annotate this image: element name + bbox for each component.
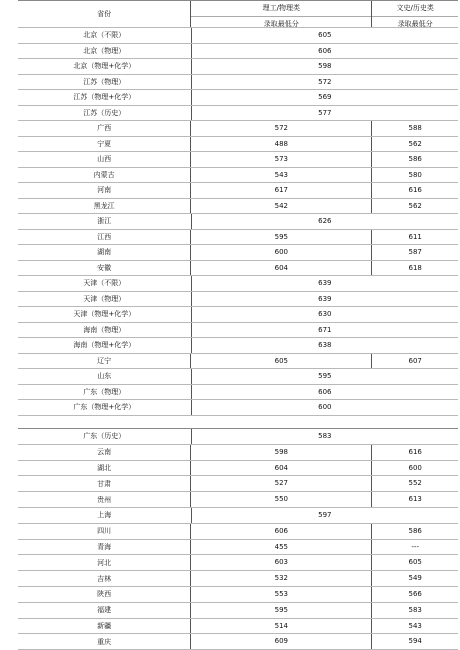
arts-min-score-cell: 549 <box>371 571 458 586</box>
table-row <box>18 429 458 445</box>
province-cell: 青海 <box>97 542 112 551</box>
table-row <box>18 245 458 261</box>
min-score-merged-cell: 598 <box>191 59 458 74</box>
arts-min-score-cell: 583 <box>371 603 458 618</box>
table-row <box>18 555 458 571</box>
header-arts-cell <box>371 1 458 27</box>
table-row <box>18 261 458 277</box>
province-cell: 江苏（物理） <box>83 77 126 86</box>
arts-min-score-cell: 586 <box>371 152 458 167</box>
table-row <box>18 75 458 91</box>
province-cell: 江西 <box>97 232 112 241</box>
min-score-merged-cell: 597 <box>191 508 458 523</box>
min-score-merged-cell: 639 <box>191 292 458 307</box>
science-min-score-cell: 543 <box>190 168 371 183</box>
table-row <box>18 183 458 199</box>
province-cell: 北京（物理+化学） <box>73 62 136 71</box>
min-score-merged-cell: 577 <box>191 106 458 121</box>
province-cell: 福建 <box>97 606 112 615</box>
province-cell: 四川 <box>97 527 112 536</box>
province-cell: 北京（不限） <box>83 31 126 40</box>
table-row <box>18 587 458 603</box>
arts-min-score-cell: 562 <box>371 137 458 152</box>
province-cell: 海南（物理） <box>83 325 126 334</box>
science-min-score-cell: 595 <box>190 230 371 245</box>
min-score-merged-cell: 572 <box>191 75 458 90</box>
province-cell: 云南 <box>97 448 112 457</box>
science-min-score-cell: 488 <box>190 137 371 152</box>
science-min-score-cell: 542 <box>190 199 371 214</box>
arts-min-score-cell: 580 <box>371 168 458 183</box>
table-header <box>18 0 458 28</box>
province-cell: 辽宁 <box>97 356 112 365</box>
table-row <box>18 199 458 215</box>
arts-min-score-cell: 588 <box>371 121 458 136</box>
table-row <box>18 230 458 246</box>
header-science: 理工/物理类 <box>191 1 371 17</box>
table-row <box>18 369 458 385</box>
province-cell: 江苏（历史） <box>83 108 126 117</box>
table-row <box>18 603 458 619</box>
arts-min-score-cell: 616 <box>371 183 458 198</box>
arts-min-score-cell: 543 <box>371 619 458 634</box>
table-row <box>18 338 458 354</box>
table-row <box>18 476 458 492</box>
arts-min-score-cell: 605 <box>371 555 458 570</box>
min-score-merged-cell: 600 <box>191 400 458 415</box>
header-science-cell <box>190 1 371 27</box>
header-science-min: 录取最低分 <box>263 19 299 28</box>
min-score-merged-cell: 626 <box>191 214 458 229</box>
province-cell: 上海 <box>97 511 112 520</box>
score-table-part-2 <box>18 428 458 650</box>
science-min-score-cell: 609 <box>190 634 371 649</box>
province-cell: 广东（物理） <box>83 387 126 396</box>
province-cell: 山西 <box>97 155 112 164</box>
table-row <box>18 121 458 137</box>
province-cell: 河北 <box>97 558 112 567</box>
province-cell: 黑龙江 <box>93 201 115 210</box>
science-min-score-cell: 532 <box>190 571 371 586</box>
province-cell: 广西 <box>97 124 112 133</box>
province-cell: 天津（物理） <box>83 294 126 303</box>
table-row <box>18 492 458 508</box>
science-min-score-cell: 600 <box>190 245 371 260</box>
arts-min-score-cell: 616 <box>371 445 458 460</box>
score-table-part-1 <box>18 0 458 416</box>
science-min-score-cell: 595 <box>190 603 371 618</box>
table-row <box>18 524 458 540</box>
province-cell: 陕西 <box>97 590 112 599</box>
province-cell: 天津（不限） <box>83 279 126 288</box>
science-min-score-cell: 598 <box>190 445 371 460</box>
province-cell: 江苏（物理+化学） <box>73 93 136 102</box>
science-min-score-cell: 573 <box>190 152 371 167</box>
province-cell: 广东（历史） <box>83 432 126 441</box>
table-row <box>18 634 458 650</box>
arts-min-score-cell: 552 <box>371 476 458 491</box>
table-row <box>18 354 458 370</box>
arts-min-score-cell: 600 <box>371 461 458 476</box>
header-arts-min: 录取最低分 <box>397 19 433 28</box>
table-row <box>18 44 458 60</box>
province-cell: 天津（物理+化学） <box>73 310 136 319</box>
table-row <box>18 276 458 292</box>
province-cell: 海南（物理+化学） <box>73 341 136 350</box>
min-score-merged-cell: 639 <box>191 276 458 291</box>
arts-min-score-cell: 562 <box>371 199 458 214</box>
province-cell: 广东（物理+化学） <box>73 403 136 412</box>
table-row <box>18 307 458 323</box>
province-cell: 湖南 <box>97 248 112 257</box>
science-min-score-cell: 572 <box>190 121 371 136</box>
science-min-score-cell: 527 <box>190 476 371 491</box>
min-score-merged-cell: 605 <box>191 28 458 43</box>
table-row <box>18 59 458 75</box>
arts-min-score-cell: 587 <box>371 245 458 260</box>
table-row <box>18 28 458 44</box>
province-cell: 甘肃 <box>97 479 112 488</box>
arts-min-score-cell: 594 <box>371 634 458 649</box>
arts-min-score-cell: --- <box>371 540 458 555</box>
science-min-score-cell: 455 <box>190 540 371 555</box>
min-score-merged-cell: 638 <box>191 338 458 353</box>
province-cell: 贵州 <box>97 495 112 504</box>
header-province: 省份 <box>97 10 112 18</box>
province-cell: 湖北 <box>97 463 112 472</box>
table-row <box>18 508 458 524</box>
table-row <box>18 571 458 587</box>
science-min-score-cell: 514 <box>190 619 371 634</box>
science-min-score-cell: 617 <box>190 183 371 198</box>
science-min-score-cell: 604 <box>190 261 371 276</box>
province-cell: 重庆 <box>97 637 112 646</box>
arts-min-score-cell: 586 <box>371 524 458 539</box>
province-cell: 宁夏 <box>97 139 112 148</box>
table-row <box>18 168 458 184</box>
province-cell: 北京（物理） <box>83 46 126 55</box>
arts-min-score-cell: 618 <box>371 261 458 276</box>
province-cell: 吉林 <box>97 574 112 583</box>
province-cell: 内蒙古 <box>93 170 115 179</box>
min-score-merged-cell: 595 <box>191 369 458 384</box>
min-score-merged-cell: 583 <box>191 429 458 444</box>
table-row <box>18 540 458 556</box>
min-score-merged-cell: 630 <box>191 307 458 322</box>
province-cell: 山东 <box>97 372 112 381</box>
science-min-score-cell: 605 <box>190 354 371 369</box>
min-score-merged-cell: 671 <box>191 323 458 338</box>
min-score-merged-cell: 606 <box>191 385 458 400</box>
table-row <box>18 90 458 106</box>
table-row <box>18 619 458 635</box>
province-cell: 浙江 <box>97 217 112 226</box>
arts-min-score-cell: 611 <box>371 230 458 245</box>
table-row <box>18 152 458 168</box>
table-row <box>18 214 458 230</box>
table-row <box>18 106 458 122</box>
table-row <box>18 400 458 416</box>
science-min-score-cell: 606 <box>190 524 371 539</box>
province-cell: 河南 <box>97 186 112 195</box>
table-row <box>18 385 458 401</box>
science-min-score-cell: 550 <box>190 492 371 507</box>
min-score-merged-cell: 569 <box>191 90 458 105</box>
table-row <box>18 137 458 153</box>
min-score-merged-cell: 606 <box>191 44 458 59</box>
table-row <box>18 461 458 477</box>
science-min-score-cell: 553 <box>190 587 371 602</box>
science-min-score-cell: 603 <box>190 555 371 570</box>
province-cell: 安徽 <box>97 263 112 272</box>
science-min-score-cell: 604 <box>190 461 371 476</box>
header-arts: 文史/历史类 <box>372 1 458 17</box>
arts-min-score-cell: 566 <box>371 587 458 602</box>
table-row <box>18 292 458 308</box>
table-row <box>18 445 458 461</box>
province-cell: 新疆 <box>97 621 112 630</box>
arts-min-score-cell: 613 <box>371 492 458 507</box>
arts-min-score-cell: 607 <box>371 354 458 369</box>
table-row <box>18 323 458 339</box>
